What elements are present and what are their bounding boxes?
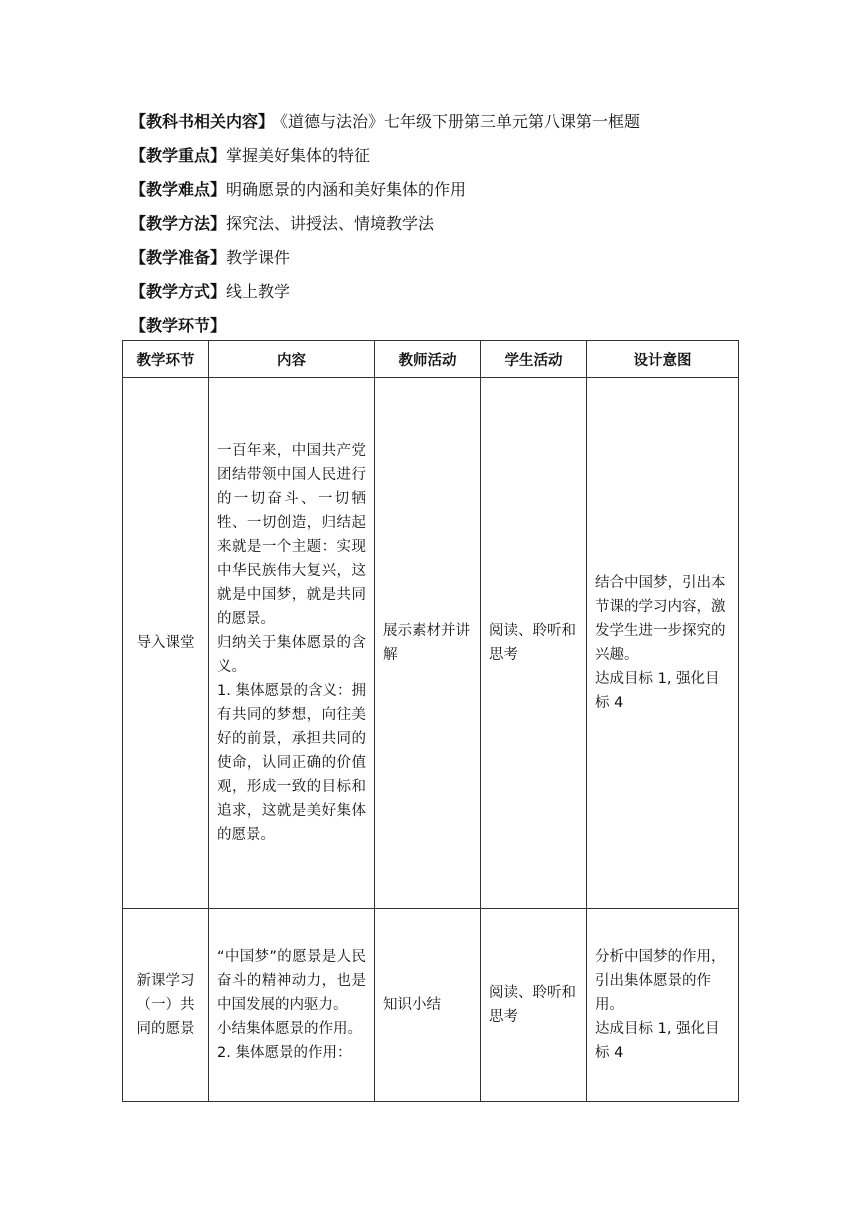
info-line-stages <box>130 316 226 336</box>
table-header-row <box>123 341 739 378</box>
cell-design-intent <box>587 909 739 1102</box>
cell-content <box>209 909 375 1102</box>
intent-paragraph: 达成目标 1, 强化目标 4 <box>595 671 720 711</box>
header-student-activity: 学生活动 <box>481 341 587 378</box>
intent-paragraph: 结合中国梦，引出本节课的学习内容，激发学生进一步探究的兴趣。 <box>595 575 726 663</box>
cell-design-intent <box>587 378 739 909</box>
info-label: 【教学方法】 <box>130 214 227 233</box>
info-line-preparation <box>130 248 290 268</box>
header-teacher-activity: 教师活动 <box>375 341 481 378</box>
info-label: 【教科书相关内容】 <box>130 112 275 131</box>
info-label: 【教学难点】 <box>130 180 227 199</box>
header-design-intent: 设计意图 <box>587 341 739 378</box>
info-value: 掌握美好集体的特征 <box>226 146 371 165</box>
intent-paragraph: 达成目标 1, 强化目标 4 <box>595 1021 720 1061</box>
table-row <box>123 909 739 1102</box>
content-paragraph: 小结集体愿景的作用。 <box>217 1021 362 1037</box>
lesson-table <box>122 340 739 1102</box>
info-value: 线上教学 <box>226 282 291 301</box>
cell-stage: 新课学习（一）共同的愿景 <box>123 909 209 1102</box>
info-line-key-point <box>130 146 370 166</box>
info-line-textbook <box>130 112 640 132</box>
info-line-method <box>130 214 434 234</box>
info-line-mode <box>130 282 290 302</box>
content-paragraph: 一百年来，中国共产党团结带领中国人民进行的一切奋斗、一切牺牲、一切创造，归结起来就是一个主题：实现中华民族伟大复兴，这就是中国梦，就是共同的愿景。 <box>217 443 366 627</box>
info-label: 【教学重点】 <box>130 146 227 165</box>
cell-content <box>209 378 375 909</box>
content-paragraph: “中国梦”的愿景是人民奋斗的精神动力，也是中国发展的内驱力。 <box>217 949 366 1013</box>
table-row <box>123 378 739 909</box>
content-paragraph: 1. 集体愿景的含义：拥有共同的梦想，向往美好的前景，承担共同的使命，认同正确的价值观，形成一致的目标和追求，这就是美好集体的愿景。 <box>217 683 366 843</box>
cell-teacher-activity: 展示素材并讲解 <box>375 378 481 909</box>
cell-stage: 导入课堂 <box>123 378 209 909</box>
content-paragraph: 2. 集体愿景的作用： <box>217 1045 352 1061</box>
cell-student-activity: 阅读、聆听和思考 <box>481 378 587 909</box>
info-label: 【教学环节】 <box>130 316 227 335</box>
cell-student-activity: 阅读、聆听和思考 <box>481 909 587 1102</box>
info-line-difficulty <box>130 180 466 200</box>
header-content: 内容 <box>209 341 375 378</box>
intent-paragraph: 分析中国梦的作用，引出集体愿景的作用。 <box>595 949 726 1013</box>
info-label: 【教学准备】 <box>130 248 227 267</box>
info-value: 《道德与法治》七年级下册第三单元第八课第一框题 <box>280 112 641 131</box>
info-value: 教学课件 <box>226 248 291 267</box>
header-stage: 教学环节 <box>123 341 209 378</box>
content-paragraph: 归纳关于集体愿景的含义。 <box>217 635 366 675</box>
info-value: 探究法、讲授法、情境教学法 <box>226 214 435 233</box>
info-value: 明确愿景的内涵和美好集体的作用 <box>226 180 467 199</box>
cell-teacher-activity: 知识小结 <box>375 909 481 1102</box>
info-label: 【教学方式】 <box>130 282 227 301</box>
